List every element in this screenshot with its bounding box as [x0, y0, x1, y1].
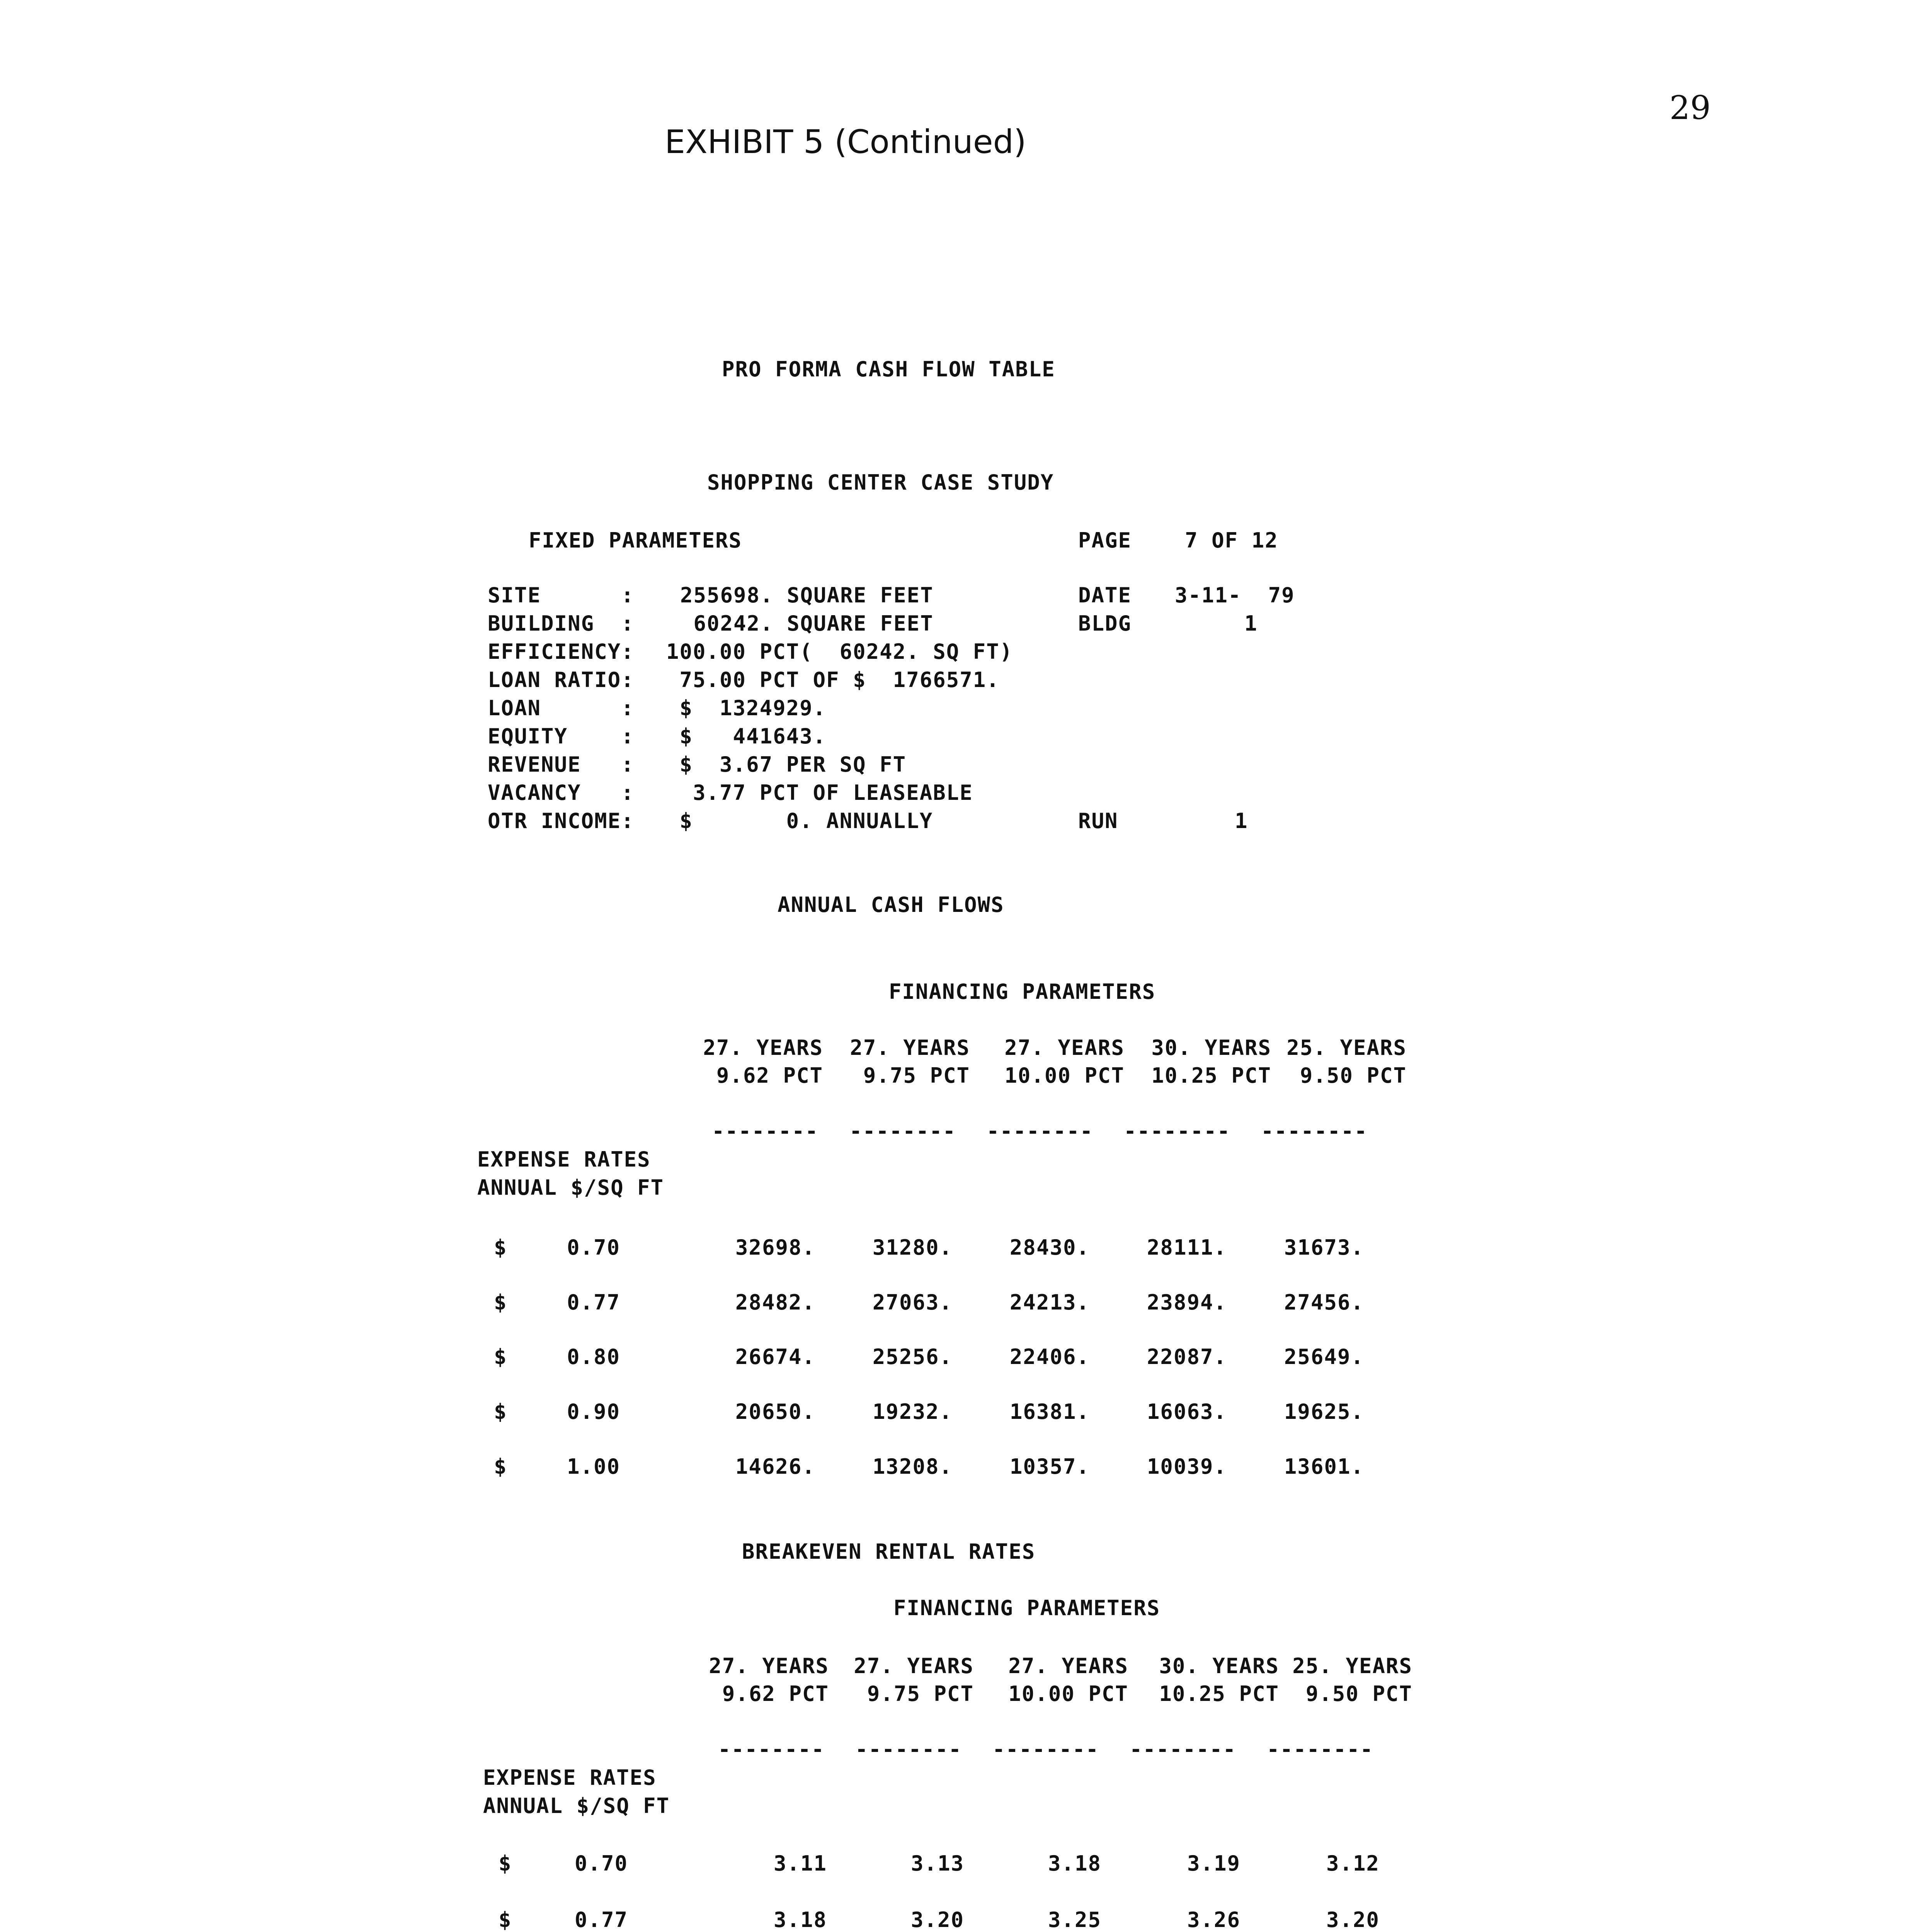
param-label: OTR INCOME: — [488, 809, 635, 833]
cash-flow-cell: 28111. — [1147, 1235, 1227, 1260]
param-value: 60242. SQUARE FEET — [680, 611, 934, 636]
param-value: 3.77 PCT OF LEASEABLE — [666, 781, 973, 805]
financing-years: 27. YEARS — [850, 1036, 970, 1060]
financing-years: 25. YEARS — [1286, 1036, 1407, 1060]
financing-years: 27. YEARS — [1008, 1654, 1128, 1678]
cash-flow-cell: 14626. — [735, 1454, 815, 1479]
run-label: RUN — [1078, 809, 1118, 833]
breakeven-cell: 3.11 — [773, 1851, 827, 1876]
divider: -------- — [712, 1119, 819, 1143]
cash-flow-cell: 31280. — [872, 1235, 953, 1260]
breakeven-cell: 3.18 — [1048, 1851, 1101, 1876]
cash-flow-cell: 27456. — [1284, 1290, 1364, 1315]
cash-flow-cell: 31673. — [1284, 1235, 1364, 1260]
expense-rate: 0.70 — [567, 1235, 620, 1260]
exhibit-title: EXHIBIT 5 (Continued) — [665, 123, 1026, 161]
financing-years: 27. YEARS — [1004, 1036, 1125, 1060]
expense-units-label: ANNUAL $/SQ FT — [477, 1175, 664, 1200]
breakeven-cell: 3.20 — [910, 1908, 964, 1932]
currency-symbol: $ — [494, 1235, 507, 1260]
param-label: BUILDING : — [488, 611, 635, 636]
financing-rate: 9.75 PCT — [863, 1063, 970, 1088]
expense-rate: 1.00 — [567, 1454, 620, 1479]
param-value: 75.00 PCT OF $ 1766571. — [666, 668, 1000, 692]
cash-flow-cell: 28482. — [735, 1290, 815, 1315]
param-value: 255698. SQUARE FEET — [680, 583, 934, 607]
fixed-parameters-label: FIXED PARAMETERS — [529, 528, 742, 553]
financing-rate: 9.50 PCT — [1300, 1063, 1407, 1088]
cash-flow-cell: 20650. — [735, 1400, 815, 1424]
financing-rate: 9.62 PCT — [722, 1682, 829, 1706]
param-value: $ 3.67 PER SQ FT — [666, 752, 907, 777]
date-label: DATE — [1078, 583, 1132, 607]
divider: -------- — [1124, 1119, 1231, 1143]
breakeven-cell: 3.13 — [910, 1851, 964, 1876]
param-label: SITE : — [488, 583, 635, 607]
param-label: EQUITY : — [488, 724, 635, 748]
currency-symbol: $ — [494, 1400, 507, 1424]
financing-rate: 9.62 PCT — [716, 1063, 823, 1088]
cash-flow-cell: 16063. — [1147, 1400, 1227, 1424]
financing-years: 30. YEARS — [1159, 1654, 1279, 1678]
cash-flow-cell: 19625. — [1284, 1400, 1364, 1424]
currency-symbol: $ — [494, 1345, 507, 1369]
cash-flow-cell: 26674. — [735, 1345, 815, 1369]
financing-rate: 9.50 PCT — [1305, 1682, 1412, 1706]
param-value: 100.00 PCT( 60242. SQ FT) — [666, 639, 1013, 664]
expense-rate: 0.77 — [567, 1290, 620, 1315]
report-subtitle: SHOPPING CENTER CASE STUDY — [707, 470, 1054, 495]
divider: -------- — [992, 1737, 1099, 1762]
divider: -------- — [1267, 1737, 1374, 1762]
financing-parameters-label: FINANCING PARAMETERS — [893, 1596, 1160, 1620]
divider: -------- — [718, 1737, 825, 1762]
expense-rates-label: EXPENSE RATES — [477, 1147, 651, 1172]
param-label: VACANCY : — [488, 781, 635, 805]
expense-rate: 0.80 — [567, 1345, 620, 1369]
divider: -------- — [855, 1737, 962, 1762]
cash-flows-title: ANNUAL CASH FLOWS — [778, 893, 1004, 917]
financing-years: 30. YEARS — [1151, 1036, 1271, 1060]
financing-rate: 10.25 PCT — [1151, 1063, 1271, 1088]
page-number: 29 — [1669, 89, 1711, 127]
run-value: 1 — [1235, 809, 1248, 833]
cash-flow-cell: 27063. — [872, 1290, 953, 1315]
param-label: LOAN RATIO: — [488, 668, 635, 692]
divider: -------- — [1261, 1119, 1368, 1143]
currency-symbol: $ — [494, 1454, 507, 1479]
cash-flow-cell: 16381. — [1009, 1400, 1090, 1424]
financing-rate: 10.25 PCT — [1159, 1682, 1279, 1706]
cash-flow-cell: 13208. — [872, 1454, 953, 1479]
breakeven-title: BREAKEVEN RENTAL RATES — [742, 1539, 1036, 1564]
cash-flow-cell: 22087. — [1147, 1345, 1227, 1369]
cash-flow-cell: 10039. — [1147, 1454, 1227, 1479]
param-label: EFFICIENCY: — [488, 639, 635, 664]
breakeven-cell: 3.19 — [1187, 1851, 1240, 1876]
cash-flow-cell: 28430. — [1009, 1235, 1090, 1260]
financing-years: 27. YEARS — [709, 1654, 829, 1678]
financing-years: 27. YEARS — [854, 1654, 974, 1678]
breakeven-cell: 3.20 — [1326, 1908, 1380, 1932]
expense-rates-label: EXPENSE RATES — [483, 1765, 657, 1790]
expense-rate: 0.90 — [567, 1400, 620, 1424]
cash-flow-cell: 25649. — [1284, 1345, 1364, 1369]
report-title: PRO FORMA CASH FLOW TABLE — [722, 357, 1055, 381]
breakeven-cell: 3.18 — [773, 1908, 827, 1932]
cash-flow-cell: 22406. — [1009, 1345, 1090, 1369]
param-label: LOAN : — [488, 696, 635, 720]
param-value: $ 0. ANNUALLY — [666, 809, 933, 833]
cash-flow-cell: 25256. — [872, 1345, 953, 1369]
expense-units-label: ANNUAL $/SQ FT — [483, 1794, 670, 1818]
cash-flow-cell: 23894. — [1147, 1290, 1227, 1315]
bldg-value: 1 — [1244, 611, 1258, 636]
date-value: 3-11- 79 — [1175, 583, 1295, 607]
currency-symbol: $ — [494, 1290, 507, 1315]
cash-flow-cell: 24213. — [1009, 1290, 1090, 1315]
currency-symbol: $ — [499, 1851, 512, 1876]
expense-rate: 0.77 — [574, 1908, 628, 1932]
bldg-label: BLDG — [1078, 611, 1132, 636]
financing-years: 25. YEARS — [1292, 1654, 1412, 1678]
cash-flow-cell: 32698. — [735, 1235, 815, 1260]
cash-flow-cell: 19232. — [872, 1400, 953, 1424]
cash-flow-cell: 10357. — [1009, 1454, 1090, 1479]
breakeven-cell: 3.26 — [1187, 1908, 1240, 1932]
financing-years: 27. YEARS — [703, 1036, 823, 1060]
param-value: $ 441643. — [666, 724, 827, 748]
financing-rate: 10.00 PCT — [1008, 1682, 1128, 1706]
breakeven-cell: 3.12 — [1326, 1851, 1380, 1876]
page-info: PAGE 7 OF 12 — [1078, 528, 1278, 553]
expense-rate: 0.70 — [574, 1851, 628, 1876]
financing-rate: 10.00 PCT — [1004, 1063, 1125, 1088]
divider: -------- — [1130, 1737, 1237, 1762]
param-label: REVENUE : — [488, 752, 635, 777]
divider: -------- — [987, 1119, 1094, 1143]
financing-parameters-label: FINANCING PARAMETERS — [889, 980, 1156, 1004]
breakeven-cell: 3.25 — [1048, 1908, 1101, 1932]
financing-rate: 9.75 PCT — [867, 1682, 974, 1706]
divider: -------- — [849, 1119, 956, 1143]
param-value: $ 1324929. — [666, 696, 827, 720]
cash-flow-cell: 13601. — [1284, 1454, 1364, 1479]
currency-symbol: $ — [499, 1908, 512, 1932]
